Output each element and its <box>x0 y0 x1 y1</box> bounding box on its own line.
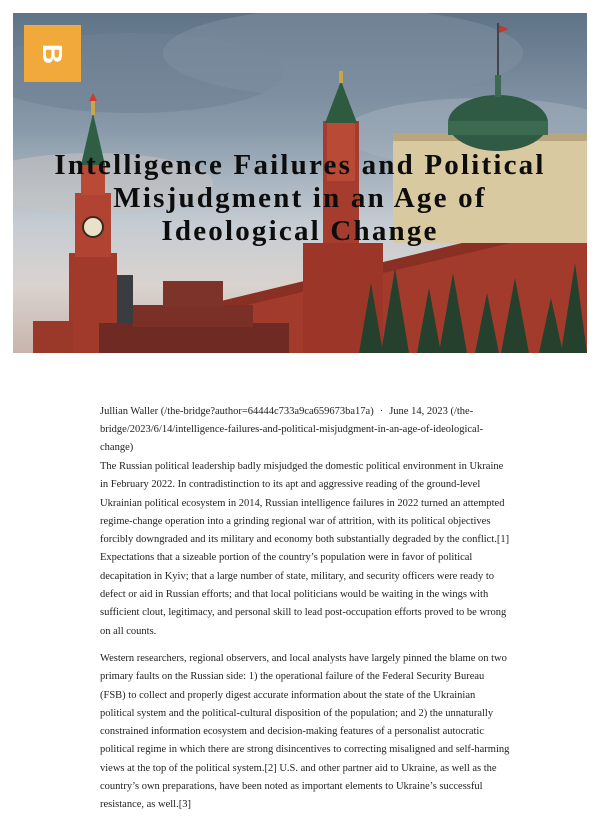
byline-separator: · <box>379 406 384 417</box>
date-link[interactable]: June 14, 2023 (/the-bridge/2023/6/14/intelligence-failures-and-political-misjudgment-in-an-age-of-ideological-change) <box>100 406 484 453</box>
author-link[interactable]: Jullian Waller (/the-bridge?author=64444c733a9ca659673ba17a) <box>100 406 374 417</box>
article-title: Intelligence Failures and Political Misjudgment in an Age of Ideological Change <box>54 149 546 247</box>
byline <box>100 403 510 457</box>
article-body <box>100 458 510 824</box>
paragraph-1: The Russian political leadership badly misjudged the domestic political environment in Ukraine in February 2022. In contradistinction to its apt and aggressive reading of the ground-level Ukrainian political ecosystem in 2014, Russian intelligence failures in 2022 turned an attempted regime-change operation into a grinding regional war of attrition, with its political objectives forcibly downgraded and its military and economy both substantially degraded by the conflict.[1] Expectations that a sizeable portion of the country’s population were in favor of political decapitation in Kyiv; that a large number of state, military, and security officers were ready to defect or aid in Russian efforts; and that local politicians would be waiting in the wings with sufficient clout, legitimacy, and personal skill to lead post-occupation efforts proved to be wrong on all counts. <box>100 461 510 637</box>
logo-letter: B <box>37 43 69 64</box>
paragraph-2: Western researchers, regional observers, and local analysts have largely pinned the blame on two primary faults on the Russian side: 1) the operational failure of the Federal Security Bureau (FSB) to collect and properly digest accurate information about the state of the Ukrainian political system and the political-cultural disposition of the population; and 2) the unnaturally constrained information ecosystem and decision-making features of a personalist autocratic political regime in which there are strong disincentives to correcting misaligned and self-harming views at the top of the political system.[2] U.S. and other partner aid to Ukraine, as well as the country’s own preparations, have been noted as important elements to Ukraine’s successful resistance, as well.[3] <box>100 652 510 811</box>
hero-image <box>13 13 587 353</box>
site-logo[interactable] <box>24 25 81 82</box>
